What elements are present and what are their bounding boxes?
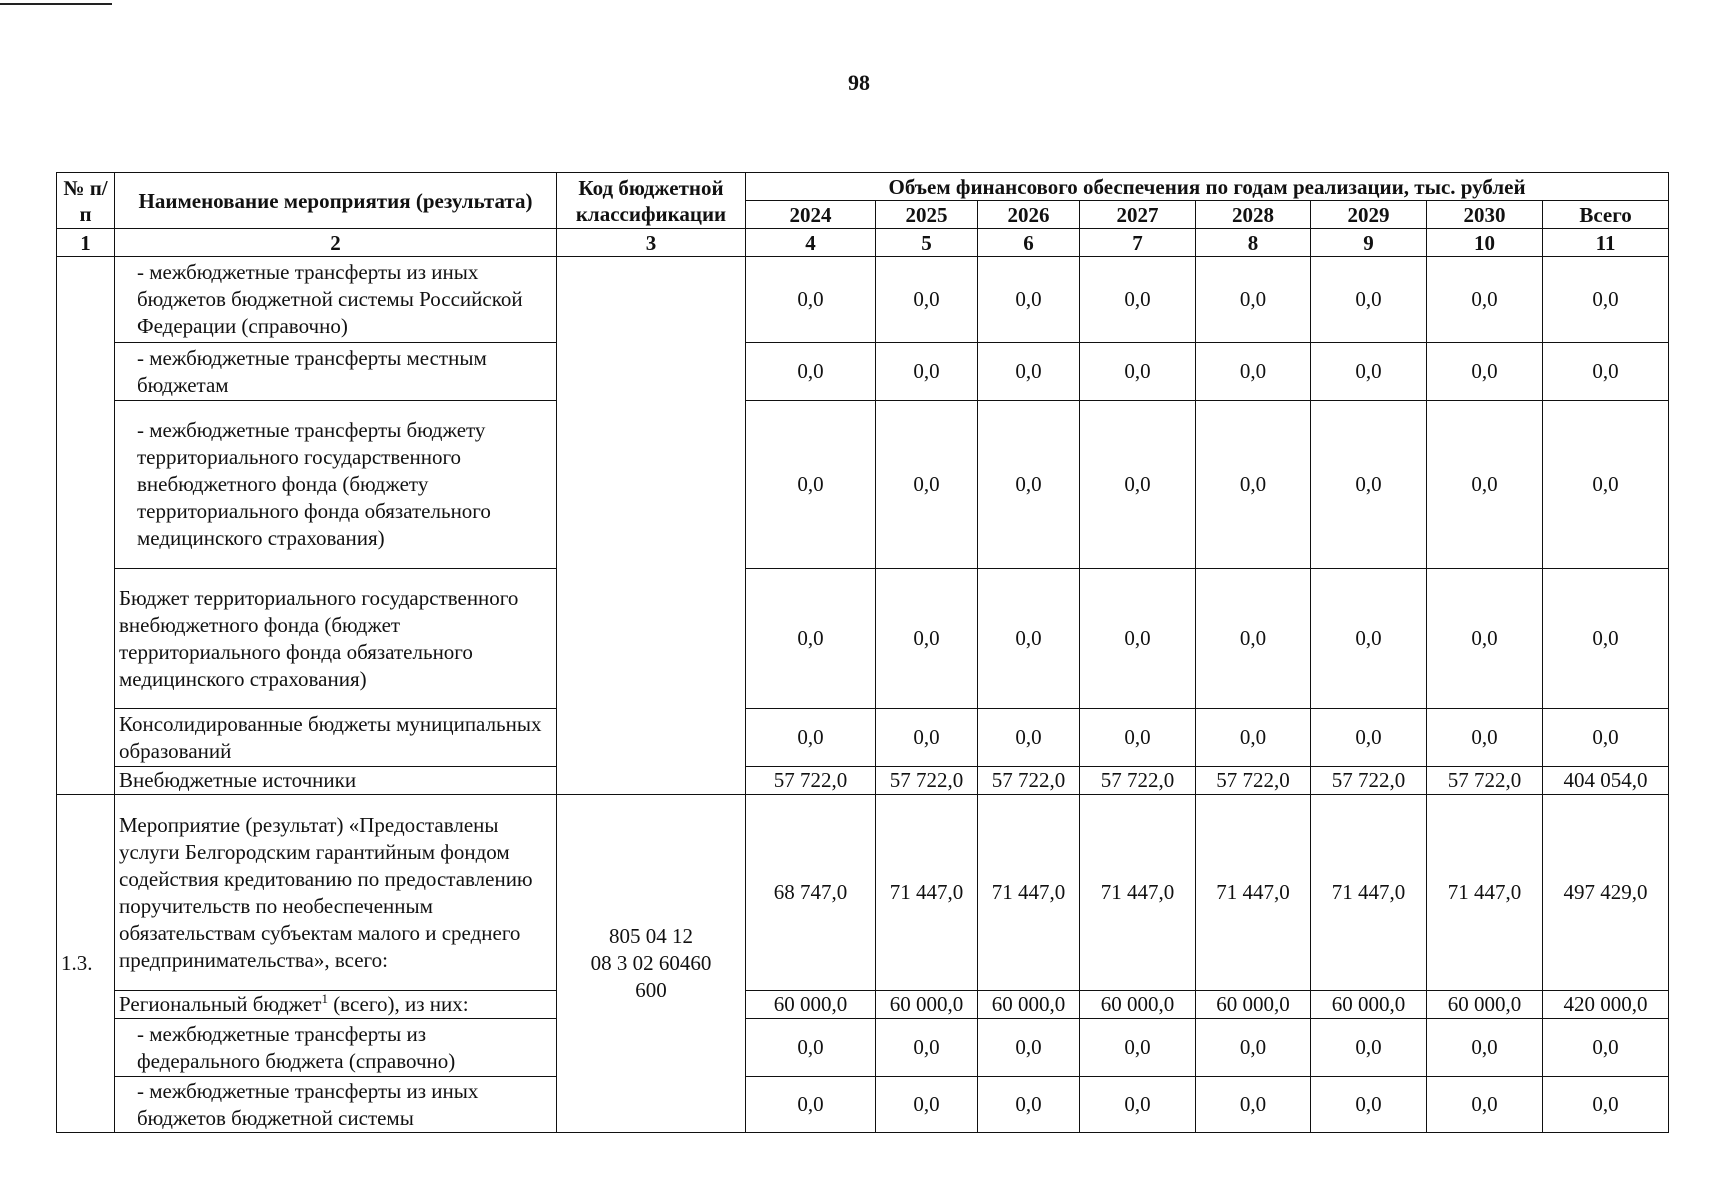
value-cell: 0,0 bbox=[1311, 1077, 1427, 1133]
value-cell: 0,0 bbox=[1427, 343, 1543, 401]
column-index: 7 bbox=[1080, 229, 1196, 257]
value-cell: 0,0 bbox=[1427, 709, 1543, 767]
row-number: 1.3. bbox=[57, 795, 115, 1133]
row-name: Консолидированные бюджеты муниципальных образований bbox=[115, 709, 557, 767]
column-index: 11 bbox=[1543, 229, 1669, 257]
budget-code-line: 08 3 02 60460 bbox=[590, 951, 712, 975]
column-index: 5 bbox=[876, 229, 978, 257]
value-cell: 0,0 bbox=[1311, 569, 1427, 709]
column-index: 2 bbox=[115, 229, 557, 257]
value-cell: 0,0 bbox=[746, 343, 876, 401]
table-row bbox=[57, 1077, 1669, 1133]
value-cell: 71 447,0 bbox=[978, 795, 1080, 991]
value-cell: 0,0 bbox=[876, 343, 978, 401]
value-cell: 0,0 bbox=[876, 709, 978, 767]
table-row bbox=[57, 991, 1669, 1019]
row-name: - межбюджетные трансферты местным бюджетам bbox=[115, 343, 557, 401]
value-cell: 0,0 bbox=[1543, 709, 1669, 767]
value-cell: 57 722,0 bbox=[978, 767, 1080, 795]
value-cell: 0,0 bbox=[1543, 1077, 1669, 1133]
value-cell: 0,0 bbox=[1080, 401, 1196, 569]
value-cell: 0,0 bbox=[1311, 343, 1427, 401]
value-cell: 0,0 bbox=[1080, 569, 1196, 709]
header-year: 2027 bbox=[1080, 201, 1196, 229]
header-year: 2028 bbox=[1196, 201, 1311, 229]
value-cell: 0,0 bbox=[1311, 1019, 1427, 1077]
page-number: 98 bbox=[848, 70, 870, 95]
budget-code-cell bbox=[557, 257, 746, 795]
row-name: Бюджет территориального государственного внебюджетного фонда (бюджет территориального фонда обязательного медицинского страхования) bbox=[115, 569, 557, 709]
value-cell: 0,0 bbox=[1543, 257, 1669, 343]
header-col-code: Код бюджетной классификации bbox=[557, 173, 746, 229]
table-row bbox=[57, 1019, 1669, 1077]
row-name-main: Региональный бюджет bbox=[119, 992, 322, 1016]
column-index: 4 bbox=[746, 229, 876, 257]
value-cell: 60 000,0 bbox=[978, 991, 1080, 1019]
value-cell: 0,0 bbox=[978, 1077, 1080, 1133]
value-cell: 57 722,0 bbox=[1311, 767, 1427, 795]
value-cell: 0,0 bbox=[746, 1019, 876, 1077]
table-row bbox=[57, 343, 1669, 401]
value-cell: 0,0 bbox=[978, 569, 1080, 709]
value-cell: 0,0 bbox=[1427, 401, 1543, 569]
column-index: 6 bbox=[978, 229, 1080, 257]
header-col-num: № п/п bbox=[57, 173, 115, 229]
budget-code-line: 805 04 12 bbox=[609, 924, 693, 948]
value-cell: 0,0 bbox=[1196, 569, 1311, 709]
value-cell: 0,0 bbox=[1080, 1077, 1196, 1133]
row-name: - межбюджетные трансферты из иных бюджетов бюджетной системы Российской Федерации (справочно) bbox=[115, 257, 557, 343]
value-cell: 0,0 bbox=[1543, 569, 1669, 709]
row-name: Мероприятие (результат) «Предоставлены услуги Белгородским гарантийным фондом содействия кредитованию по предоставлению поручительств по необеспеченным обязательствам субъектам малого и среднего предпринимательства», всего: bbox=[115, 795, 557, 991]
value-cell: 0,0 bbox=[978, 343, 1080, 401]
value-cell: 0,0 bbox=[876, 1019, 978, 1077]
value-cell: 0,0 bbox=[1311, 257, 1427, 343]
corner-rule bbox=[0, 3, 112, 5]
value-cell: 68 747,0 bbox=[746, 795, 876, 991]
header-year: 2024 bbox=[746, 201, 876, 229]
value-cell: 0,0 bbox=[1080, 709, 1196, 767]
value-cell: 0,0 bbox=[1543, 401, 1669, 569]
value-cell: 71 447,0 bbox=[876, 795, 978, 991]
value-cell: 71 447,0 bbox=[1196, 795, 1311, 991]
row-name: - межбюджетные трансферты из федерального бюджета (справочно) bbox=[115, 1019, 557, 1077]
value-cell: 60 000,0 bbox=[1311, 991, 1427, 1019]
value-cell: 0,0 bbox=[978, 401, 1080, 569]
value-cell: 0,0 bbox=[1196, 401, 1311, 569]
value-cell: 0,0 bbox=[1196, 1019, 1311, 1077]
value-cell: 420 000,0 bbox=[1543, 991, 1669, 1019]
value-cell: 0,0 bbox=[1543, 343, 1669, 401]
value-cell: 0,0 bbox=[746, 401, 876, 569]
value-cell: 0,0 bbox=[1196, 257, 1311, 343]
value-cell: 404 054,0 bbox=[1543, 767, 1669, 795]
header-col-name: Наименование мероприятия (результата) bbox=[115, 173, 557, 229]
value-cell: 497 429,0 bbox=[1543, 795, 1669, 991]
value-cell: 60 000,0 bbox=[876, 991, 978, 1019]
value-cell: 0,0 bbox=[1080, 257, 1196, 343]
header-year: 2030 bbox=[1427, 201, 1543, 229]
value-cell: 71 447,0 bbox=[1427, 795, 1543, 991]
value-cell: 0,0 bbox=[1196, 343, 1311, 401]
footnote-mark: 1 bbox=[321, 991, 328, 1006]
row-number-cell bbox=[57, 257, 115, 795]
value-cell: 0,0 bbox=[746, 709, 876, 767]
value-cell: 0,0 bbox=[746, 569, 876, 709]
value-cell: 0,0 bbox=[746, 257, 876, 343]
value-cell: 60 000,0 bbox=[1080, 991, 1196, 1019]
value-cell: 57 722,0 bbox=[876, 767, 978, 795]
value-cell: 0,0 bbox=[1427, 569, 1543, 709]
value-cell: 0,0 bbox=[746, 1077, 876, 1133]
value-cell: 0,0 bbox=[876, 401, 978, 569]
table-row bbox=[57, 795, 1669, 991]
value-cell: 0,0 bbox=[1196, 709, 1311, 767]
header-year: 2025 bbox=[876, 201, 978, 229]
value-cell: 57 722,0 bbox=[746, 767, 876, 795]
column-index: 8 bbox=[1196, 229, 1311, 257]
value-cell: 57 722,0 bbox=[1427, 767, 1543, 795]
header-year: 2026 bbox=[978, 201, 1080, 229]
value-cell: 0,0 bbox=[1311, 709, 1427, 767]
budget-code-line: 600 bbox=[635, 978, 667, 1002]
value-cell: 0,0 bbox=[1543, 1019, 1669, 1077]
value-cell: 0,0 bbox=[978, 257, 1080, 343]
table-row bbox=[57, 709, 1669, 767]
value-cell: 71 447,0 bbox=[1311, 795, 1427, 991]
row-name: - межбюджетные трансферты бюджету территориального государственного внебюджетного фонда (бюджету территориального фонда обязательного медицинского страхования) bbox=[115, 401, 557, 569]
table-row bbox=[57, 401, 1669, 569]
column-index: 9 bbox=[1311, 229, 1427, 257]
value-cell: 0,0 bbox=[1080, 1019, 1196, 1077]
row-name-rest: (всего), из них: bbox=[327, 992, 469, 1016]
value-cell: 0,0 bbox=[1427, 257, 1543, 343]
value-cell: 60 000,0 bbox=[1427, 991, 1543, 1019]
value-cell: 0,0 bbox=[978, 709, 1080, 767]
table-row bbox=[57, 257, 1669, 343]
financing-table bbox=[56, 172, 1669, 1133]
value-cell: 71 447,0 bbox=[1080, 795, 1196, 991]
budget-code-cell bbox=[557, 795, 746, 1133]
value-cell: 0,0 bbox=[978, 1019, 1080, 1077]
column-index: 3 bbox=[557, 229, 746, 257]
row-name bbox=[115, 991, 557, 1019]
header-year: 2029 bbox=[1311, 201, 1427, 229]
table-row bbox=[57, 767, 1669, 795]
header-col-volume: Объем финансового обеспечения по годам реализации, тыс. рублей bbox=[746, 173, 1669, 201]
value-cell: 0,0 bbox=[1427, 1077, 1543, 1133]
value-cell: 57 722,0 bbox=[1080, 767, 1196, 795]
column-index: 10 bbox=[1427, 229, 1543, 257]
value-cell: 0,0 bbox=[876, 257, 978, 343]
row-name: - межбюджетные трансферты из иных бюджетов бюджетной системы bbox=[115, 1077, 557, 1133]
value-cell: 60 000,0 bbox=[746, 991, 876, 1019]
value-cell: 0,0 bbox=[876, 1077, 978, 1133]
value-cell: 0,0 bbox=[1311, 401, 1427, 569]
value-cell: 60 000,0 bbox=[1196, 991, 1311, 1019]
value-cell: 0,0 bbox=[1196, 1077, 1311, 1133]
value-cell: 0,0 bbox=[1080, 343, 1196, 401]
header-total: Всего bbox=[1543, 201, 1669, 229]
column-index: 1 bbox=[57, 229, 115, 257]
table-row bbox=[57, 569, 1669, 709]
value-cell: 0,0 bbox=[876, 569, 978, 709]
value-cell: 57 722,0 bbox=[1196, 767, 1311, 795]
value-cell: 0,0 bbox=[1427, 1019, 1543, 1077]
row-name: Внебюджетные источники bbox=[115, 767, 557, 795]
